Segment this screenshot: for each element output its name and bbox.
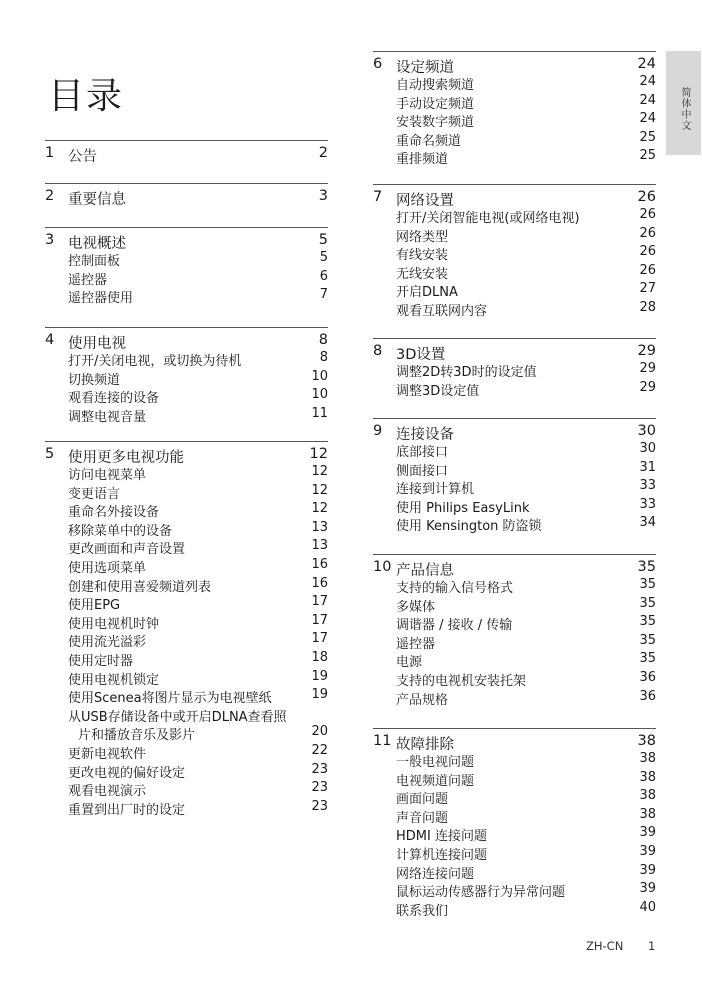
entry-page: 26 — [639, 225, 656, 241]
toc-section-4 — [45, 327, 328, 424]
entry-title: 调整2D转3D时的设定值 — [396, 365, 537, 380]
entry-title: 使用电视机时钟 — [68, 616, 160, 632]
section-title: 产品信息 — [396, 563, 454, 579]
entry-page: 18 — [311, 649, 328, 665]
section-page: 12 — [309, 446, 328, 462]
entry-page: 17 — [311, 594, 328, 610]
toc-entry[interactable] — [373, 207, 656, 226]
toc-section-heading[interactable] — [373, 185, 656, 207]
entry-title: HDMI 连接问题 — [396, 829, 487, 845]
entry-page: 39 — [639, 862, 656, 878]
entry-page: 17 — [311, 631, 328, 647]
entry-title: 遥控器 — [68, 272, 108, 288]
entry-title: 使用Scenea将图片显示为电视壁纸 — [68, 691, 272, 707]
entry-page: 17 — [311, 612, 328, 628]
section-number: 4 — [45, 332, 55, 348]
entry-title: 电视频道问题 — [396, 773, 475, 789]
entry-title: 使用电视机锁定 — [68, 672, 160, 688]
toc-entry[interactable] — [45, 464, 328, 483]
toc-entry[interactable] — [373, 689, 656, 708]
entry-title: 调整电视音量 — [68, 409, 147, 425]
entry-title: 安装数字频道 — [396, 115, 475, 131]
section-title: 连接设备 — [396, 427, 454, 443]
toc-entry[interactable] — [373, 441, 656, 460]
toc-entry[interactable] — [45, 799, 328, 818]
section-title: 重要信息 — [68, 192, 126, 208]
entry-page: 27 — [639, 281, 656, 297]
entry-page: 33 — [639, 478, 656, 494]
toc-entry[interactable] — [373, 130, 656, 149]
section-number: 7 — [373, 189, 383, 205]
section-title: 使用电视 — [68, 336, 126, 352]
entry-page: 13 — [311, 538, 328, 554]
entry-title: 使用流光溢彩 — [68, 635, 147, 651]
entry-title: 底部接口 — [396, 445, 449, 460]
entry-page: 24 — [639, 111, 656, 127]
entry-title: 移除菜单中的设备 — [68, 523, 173, 539]
section-title: 电视概述 — [68, 236, 126, 252]
section-title: 使用更多电视功能 — [68, 450, 184, 466]
toc-entry[interactable] — [45, 706, 328, 725]
entry-page: 6 — [319, 268, 328, 284]
entry-page: 8 — [319, 350, 328, 365]
section-title: 故障排除 — [396, 737, 454, 753]
entry-page: 20 — [311, 724, 328, 740]
toc-entry[interactable] — [373, 478, 656, 497]
toc-entry[interactable] — [373, 596, 656, 615]
section-number: 8 — [373, 343, 383, 359]
entry-page: 25 — [639, 148, 656, 164]
entry-page: 13 — [311, 519, 328, 535]
entry-page: 35 — [639, 632, 656, 648]
entry-page: 35 — [639, 577, 656, 592]
entry-title: 调整3D设定值 — [396, 383, 480, 399]
entry-title: 产品规格 — [396, 692, 449, 708]
entry-title: 更新电视软件 — [68, 746, 147, 762]
entry-title: 访问电视菜单 — [68, 468, 147, 483]
toc-entry[interactable] — [45, 501, 328, 520]
entry-page: 12 — [311, 464, 328, 479]
entry-page: 38 — [639, 788, 656, 804]
toc-entry[interactable] — [373, 515, 656, 534]
toc-entry[interactable] — [45, 483, 328, 502]
entry-title: 调谐器 / 接收 / 传输 — [396, 618, 513, 634]
section-number: 11 — [373, 733, 392, 749]
section-page: 2 — [318, 145, 328, 161]
toc-entry[interactable] — [373, 148, 656, 167]
entry-page: 36 — [639, 688, 656, 704]
entry-title: 多媒体 — [396, 599, 436, 615]
section-number: 9 — [373, 423, 383, 439]
toc-entry[interactable] — [45, 724, 328, 743]
entry-page: 40 — [639, 899, 656, 915]
section-page: 26 — [637, 189, 656, 205]
entry-title: 手动设定频道 — [396, 96, 475, 112]
entry-page: 34 — [639, 515, 656, 531]
entry-page: 23 — [311, 761, 328, 777]
toc-section-6 — [373, 51, 656, 167]
entry-title: 控制面板 — [68, 254, 121, 269]
entry-title: 从USB存储设备中或开启DLNA查看照 — [68, 709, 287, 725]
toc-entry[interactable] — [373, 281, 656, 300]
entry-title: 使用 Philips EasyLink — [396, 500, 530, 516]
toc-section-9 — [373, 418, 656, 534]
entry-title: 有线安装 — [396, 248, 449, 264]
toc-entry[interactable] — [373, 226, 656, 245]
entry-title: 重命名外接设备 — [68, 505, 160, 521]
entry-page: 16 — [311, 556, 328, 572]
toc-entry[interactable] — [373, 263, 656, 282]
section-number: 6 — [373, 56, 383, 72]
entry-title: 鼠标运动传感器行为异常问题 — [396, 885, 566, 901]
entry-title: 观看连接的设备 — [68, 391, 160, 407]
toc-section-heading[interactable] — [373, 52, 656, 74]
toc-section-8 — [373, 338, 656, 398]
entry-title: 切换频道 — [68, 372, 121, 388]
entry-title: 使用选项菜单 — [68, 560, 147, 576]
toc-entry[interactable] — [373, 577, 656, 596]
toc-section-7 — [373, 184, 656, 319]
toc-entry[interactable] — [373, 244, 656, 263]
toc-section-heading[interactable] — [45, 228, 328, 250]
entry-title: 网络连接问题 — [396, 866, 475, 882]
entry-title: 支持的电视机安装托架 — [396, 673, 527, 689]
entry-title: 联系我们 — [396, 903, 449, 919]
entry-page: 22 — [311, 742, 328, 758]
entry-page: 24 — [639, 92, 656, 108]
entry-title: 创建和使用喜爱频道列表 — [68, 579, 212, 595]
toc-entry[interactable] — [45, 687, 328, 706]
entry-title: 电源 — [396, 655, 423, 671]
entry-title: 一般电视问题 — [396, 755, 475, 770]
section-number: 5 — [45, 446, 55, 462]
toc-entry[interactable] — [373, 380, 656, 399]
entry-page: 12 — [311, 482, 328, 498]
toc-entry[interactable] — [45, 287, 328, 306]
entry-title: 支持的输入信号格式 — [396, 581, 514, 596]
toc-entry[interactable] — [373, 881, 656, 900]
toc-entry[interactable] — [45, 269, 328, 288]
footer-page-number: 1 — [648, 939, 656, 953]
entry-title: 自动搜索频道 — [396, 78, 475, 93]
toc-section-heading[interactable] — [45, 184, 328, 206]
entry-page: 25 — [639, 129, 656, 145]
toc-entry[interactable] — [373, 300, 656, 319]
toc-entry[interactable] — [373, 770, 656, 789]
section-number: 1 — [45, 145, 55, 161]
toc-entry[interactable] — [45, 557, 328, 576]
section-title: 公告 — [68, 149, 97, 165]
toc-entry[interactable] — [373, 361, 656, 380]
toc-section-heading[interactable] — [373, 555, 656, 577]
section-page: 24 — [637, 56, 656, 72]
toc-entry[interactable] — [45, 350, 328, 369]
toc-section-11 — [373, 728, 656, 918]
toc-entry[interactable] — [373, 633, 656, 652]
entry-page: 30 — [639, 441, 656, 456]
entry-page: 39 — [639, 843, 656, 859]
section-page: 8 — [318, 332, 328, 348]
entry-title: 使用定时器 — [68, 653, 134, 669]
footer-lang: ZH-CN — [586, 939, 624, 953]
entry-title: 无线安装 — [396, 266, 449, 282]
toc-entry[interactable] — [373, 460, 656, 479]
entry-page: 38 — [639, 806, 656, 822]
toc-entry[interactable] — [45, 520, 328, 539]
toc-entry[interactable] — [373, 651, 656, 670]
toc-entry[interactable] — [373, 93, 656, 112]
entry-title: 画面问题 — [396, 792, 449, 808]
page-title: 目录 — [48, 76, 125, 118]
section-page: 30 — [637, 423, 656, 439]
section-title: 网络设置 — [396, 193, 454, 209]
entry-page: 33 — [639, 496, 656, 512]
toc-section-heading[interactable] — [45, 141, 328, 163]
entry-page: 12 — [311, 501, 328, 517]
section-title: 设定频道 — [396, 60, 454, 76]
section-page: 3 — [318, 188, 328, 204]
entry-title: 打开/关闭智能电视(或网络电视) — [396, 211, 580, 226]
entry-page: 19 — [311, 687, 328, 703]
toc-section-heading[interactable] — [373, 339, 656, 361]
toc-section-heading[interactable] — [373, 729, 656, 751]
entry-title: 使用EPG — [68, 598, 121, 614]
entry-title: 计算机连接问题 — [396, 847, 488, 863]
entry-page: 39 — [639, 881, 656, 897]
entry-title: 变更语言 — [68, 486, 121, 502]
entry-title: 观看互联网内容 — [396, 303, 488, 319]
toc-entry[interactable] — [45, 576, 328, 595]
section-page: 38 — [637, 733, 656, 749]
toc-entry[interactable] — [45, 669, 328, 688]
entry-page: 10 — [311, 368, 328, 384]
entry-title: 声音问题 — [396, 810, 449, 826]
entry-title: 观看电视演示 — [68, 784, 147, 800]
toc-entry[interactable] — [45, 594, 328, 613]
entry-title: 更改画面和声音设置 — [68, 542, 186, 558]
toc-section-heading[interactable] — [373, 419, 656, 441]
entry-title: 重置到出厂时的设定 — [68, 802, 186, 818]
entry-page: 39 — [639, 825, 656, 841]
toc-entry[interactable] — [45, 538, 328, 557]
entry-page: 38 — [639, 769, 656, 785]
toc-entry[interactable] — [45, 743, 328, 762]
entry-title: 使用 Kensington 防盗锁 — [396, 519, 542, 535]
entry-title: 遥控器使用 — [68, 291, 134, 307]
toc-section-3 — [45, 227, 328, 306]
section-title: 3D设置 — [396, 347, 446, 363]
section-page: 5 — [318, 232, 328, 248]
toc-entry[interactable] — [373, 751, 656, 770]
entry-page: 23 — [311, 798, 328, 814]
toc-entry[interactable] — [45, 387, 328, 406]
toc-entry[interactable] — [373, 844, 656, 863]
entry-page: 26 — [639, 262, 656, 278]
entry-title: 片和播放音乐及影片 — [78, 728, 196, 744]
section-number: 2 — [45, 188, 55, 204]
toc-entry[interactable] — [373, 807, 656, 826]
entry-page: 35 — [639, 614, 656, 630]
toc-entry[interactable] — [373, 825, 656, 844]
toc-entry[interactable] — [45, 613, 328, 632]
toc-section-5 — [45, 441, 328, 817]
entry-title: 侧面接口 — [396, 463, 449, 479]
entry-page: 26 — [639, 244, 656, 260]
toc-entry[interactable] — [45, 780, 328, 799]
toc-section-heading[interactable] — [45, 328, 328, 350]
language-tab — [666, 51, 701, 155]
entry-title: 重排频道 — [396, 152, 449, 168]
toc-entry[interactable] — [373, 111, 656, 130]
entry-page: 10 — [311, 387, 328, 403]
entry-title: 打开/关闭电视，或切换为待机 — [68, 354, 242, 369]
toc-section-10 — [373, 554, 656, 707]
language-tab-label: 简体中文 — [679, 87, 690, 131]
entry-page: 11 — [311, 405, 328, 421]
toc-entry[interactable] — [45, 250, 328, 269]
entry-page: 31 — [639, 459, 656, 475]
entry-page: 35 — [639, 651, 656, 667]
toc-entry[interactable] — [45, 406, 328, 425]
toc-entry[interactable] — [373, 74, 656, 93]
entry-page: 35 — [639, 595, 656, 611]
entry-title: 连接到计算机 — [396, 482, 475, 498]
toc-entry[interactable] — [373, 900, 656, 919]
entry-page: 29 — [639, 379, 656, 395]
toc-entry[interactable] — [45, 650, 328, 669]
toc-entry[interactable] — [45, 762, 328, 781]
entry-title: 遥控器 — [396, 636, 436, 652]
toc-entry[interactable] — [373, 670, 656, 689]
entry-title: 更改电视的偏好设定 — [68, 765, 186, 781]
entry-title: 开启DLNA — [396, 285, 458, 301]
entry-page: 7 — [319, 287, 328, 303]
entry-title: 重命名频道 — [396, 133, 462, 149]
toc-section-2 — [45, 183, 328, 206]
toc-entry[interactable] — [373, 614, 656, 633]
entry-page: 16 — [311, 575, 328, 591]
entry-page: 5 — [319, 250, 328, 265]
toc-entry[interactable] — [45, 369, 328, 388]
entry-page: 24 — [639, 74, 656, 89]
entry-page: 26 — [639, 207, 656, 222]
section-page: 29 — [637, 343, 656, 359]
entry-page: 38 — [639, 751, 656, 766]
section-number: 3 — [45, 232, 55, 248]
toc-section-1 — [45, 140, 328, 163]
toc-entry[interactable] — [373, 497, 656, 516]
entry-page: 29 — [639, 361, 656, 376]
entry-title: 网络类型 — [396, 229, 449, 245]
toc-section-heading[interactable] — [45, 442, 328, 464]
entry-page: 23 — [311, 780, 328, 796]
section-page: 35 — [637, 559, 656, 575]
toc-entry[interactable] — [45, 631, 328, 650]
toc-entry[interactable] — [373, 788, 656, 807]
entry-page: 36 — [639, 669, 656, 685]
toc-entry[interactable] — [373, 863, 656, 882]
entry-page: 19 — [311, 668, 328, 684]
entry-page: 28 — [639, 299, 656, 315]
section-number: 10 — [373, 559, 392, 575]
